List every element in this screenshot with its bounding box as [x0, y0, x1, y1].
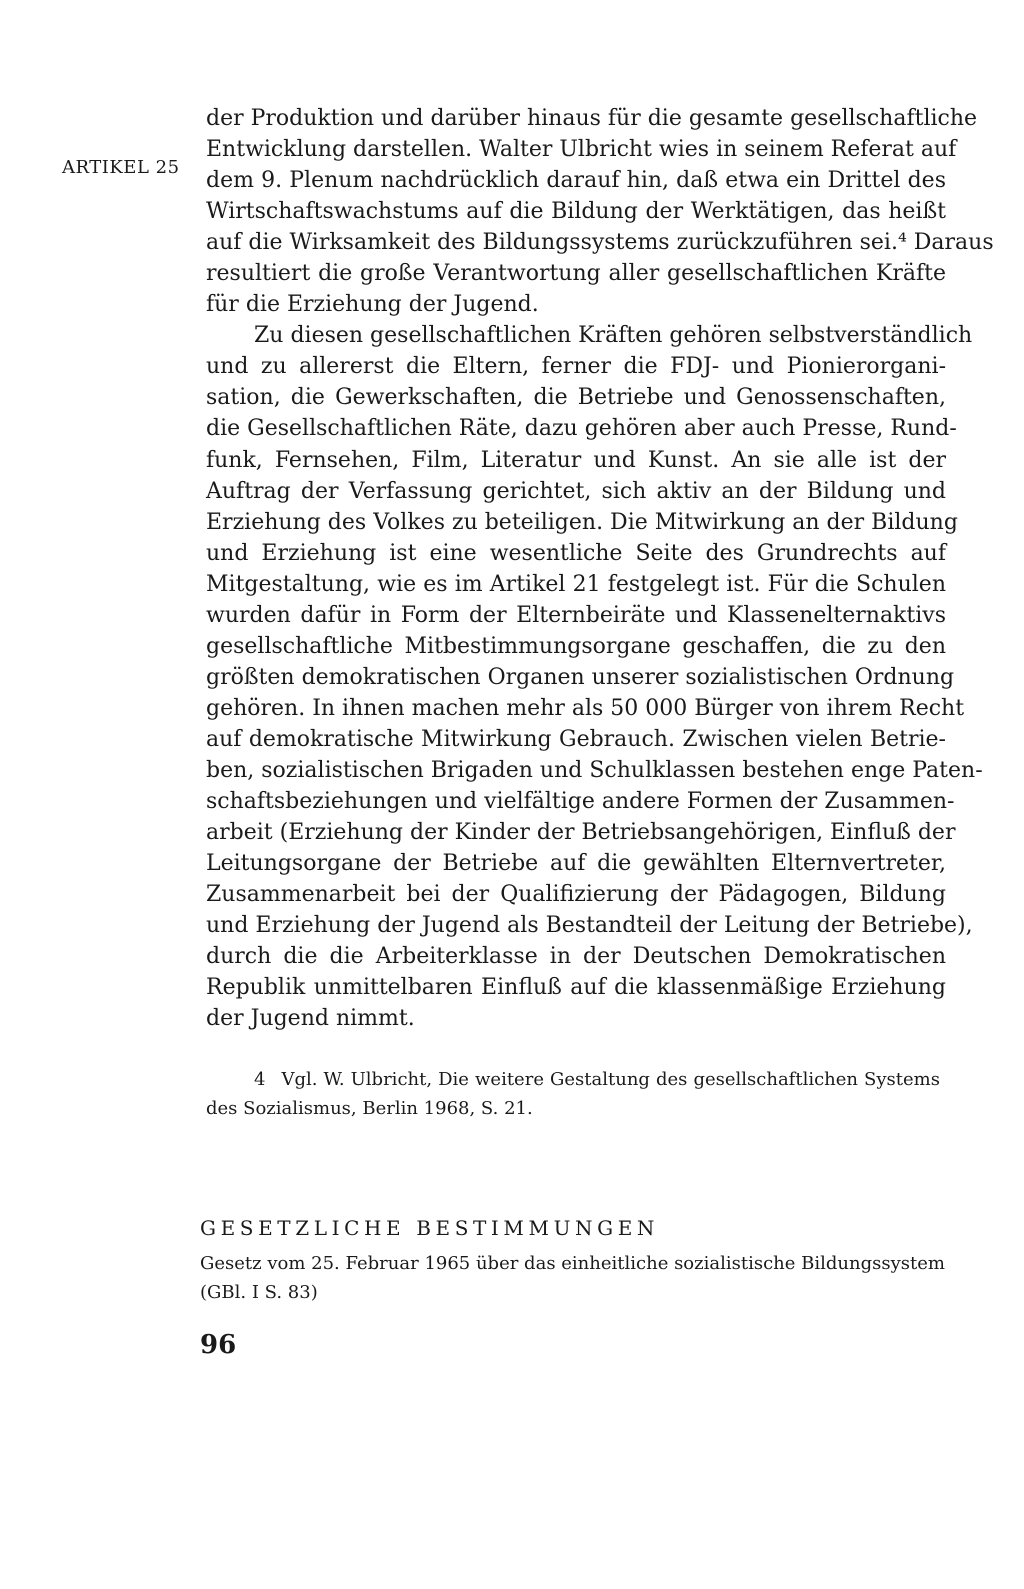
body-line: gesellschaftliche Mitbestimmungsorgane geschaffen, die zu den: [206, 633, 946, 659]
body-line: auf demokratische Mitwirkung Gebrauch. Zwischen vielen Betrie-: [206, 726, 946, 752]
body-line: ben, sozialistischen Brigaden und Schulklassen bestehen enge Paten-: [206, 757, 983, 783]
body-line: der Jugend nimmt.: [206, 1006, 415, 1032]
body-line: schaftsbeziehungen und vielfältige andere Formen der Zusammen-: [206, 789, 955, 815]
body-line: und zu allererst die Eltern, ferner die FDJ- und Pionierorgani-: [206, 354, 946, 380]
body-line: Erziehung des Volkes zu beteiligen. Die Mitwirkung an der Bildung: [206, 509, 958, 535]
body-line: und Erziehung der Jugend als Bestandteil der Leitung der Betriebe),: [206, 913, 973, 939]
body-line: wurden dafür in Form der Elternbeiräte und Klassenelternaktivs: [206, 602, 946, 628]
body-line: die Gesellschaftlichen Räte, dazu gehören aber auch Presse, Rund-: [206, 416, 957, 442]
page-number: 96: [200, 1330, 237, 1360]
law-line: (GBl. I S. 83): [200, 1282, 318, 1303]
body-line: sation, die Gewerkschaften, die Betriebe und Genossenschaften,: [206, 385, 946, 411]
body-line: dem 9. Plenum nachdrücklich darauf hin, daß etwa ein Drittel des: [206, 168, 946, 194]
footnote: [206, 1065, 940, 1123]
law-line: Gesetz vom 25. Februar 1965 über das einheitliche sozialistische Bildungssystem: [200, 1253, 945, 1274]
footnote-line: des Sozialismus, Berlin 1968, S. 21.: [206, 1098, 533, 1119]
body-line: Entwicklung darstellen. Walter Ulbricht wies in seinem Referat auf: [206, 137, 957, 163]
article-margin-label: ARTIKEL 25: [62, 157, 180, 178]
body-line: arbeit (Erziehung der Kinder der Betriebsangehörigen, Einfluß der: [206, 820, 956, 846]
body-line: auf die Wirksamkeit des Bildungssystems zurückzuführen sei.⁴ Daraus: [206, 230, 994, 256]
footnote-number: 4: [254, 1069, 266, 1090]
body-line: größten demokratischen Organen unserer sozialistischen Ordnung: [206, 664, 955, 690]
body-text: [206, 103, 994, 1034]
body-line: der Produktion und darüber hinaus für die gesamte gesellschaftliche: [206, 106, 978, 131]
body-line: resultiert die große Verantwortung aller gesellschaftlichen Kräfte: [206, 261, 946, 287]
body-line: Auftrag der Verfassung gerichtet, sich aktiv an der Bildung und: [206, 478, 946, 504]
body-line: gehören. In ihnen machen mehr als 50 000 Bürger von ihrem Recht: [206, 695, 965, 721]
body-line: Leitungsorgane der Betriebe auf die gewählten Elternvertreter,: [206, 851, 946, 877]
body-line: Zusammenarbeit bei der Qualifizierung der Pädagogen, Bildung: [206, 882, 946, 908]
body-line: für die Erziehung der Jugend.: [206, 292, 539, 318]
law-reference: [200, 1249, 946, 1307]
footnote-text: Vgl. W. Ulbricht, Die weitere Gestaltung des gesellschaftlichen Systems: [281, 1069, 940, 1090]
body-line: Zu diesen gesellschaftlichen Kräften gehören selbstverständlich: [254, 323, 973, 349]
body-line: Republik unmittelbaren Einfluß auf die klassenmäßige Erziehung: [206, 975, 946, 1001]
body-line: durch die die Arbeiterklasse in der Deutschen Demokratischen: [206, 944, 946, 970]
body-line: funk, Fernsehen, Film, Literatur und Kunst. An sie alle ist der: [206, 447, 946, 473]
body-line: Wirtschaftswachstums auf die Bildung der Werktätigen, das heißt: [206, 199, 946, 225]
footnote-line: [206, 1065, 940, 1094]
body-line: und Erziehung ist eine wesentliche Seite des Grundrechts auf: [206, 540, 946, 566]
body-line: Mitgestaltung, wie es im Artikel 21 festgelegt ist. Für die Schulen: [206, 571, 946, 597]
section-heading: GESETZLICHE BESTIMMUNGEN: [200, 1216, 660, 1240]
